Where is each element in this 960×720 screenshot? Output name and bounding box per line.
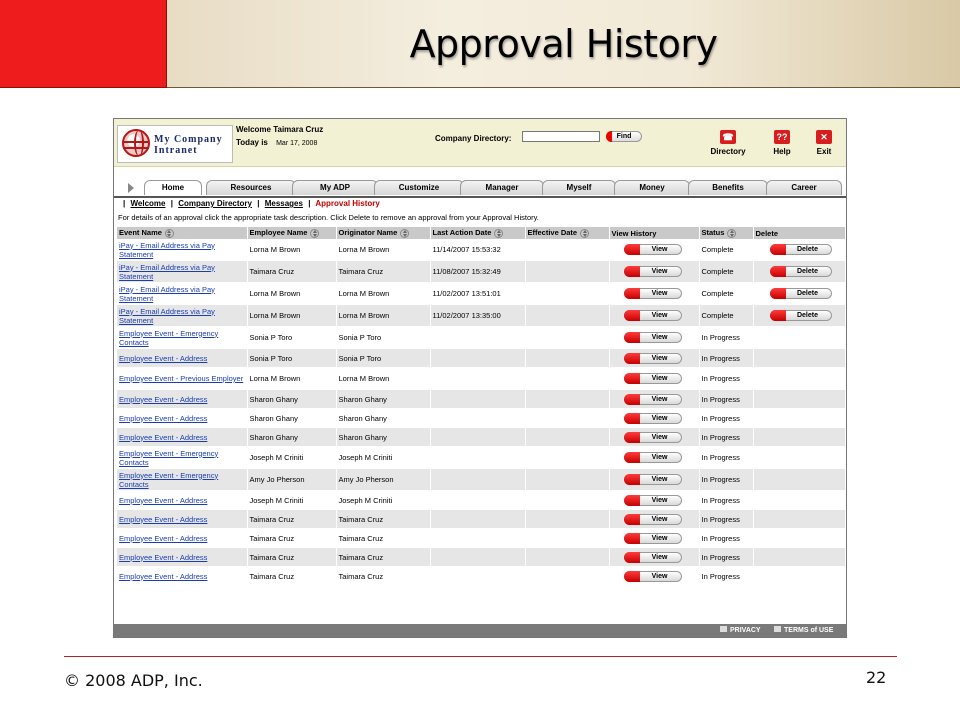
cell-originator: Sonia P Toro <box>336 349 430 368</box>
slide-title: Approval History <box>409 22 718 66</box>
cell-employee: Taimara Cruz <box>247 510 336 529</box>
col-view-history: View History <box>609 227 699 239</box>
event-link[interactable]: Employee Event - Emergency Contacts <box>119 448 219 467</box>
cell-delete <box>753 409 845 428</box>
cell-event <box>117 469 247 491</box>
cell-status: Complete <box>699 283 753 305</box>
cell-status: In Progress <box>699 548 753 567</box>
event-link[interactable]: Employee Event - Address <box>119 495 208 505</box>
event-link[interactable]: iPay - Email Address via Pay Statement <box>119 240 215 259</box>
cell-effective <box>525 283 609 305</box>
view-button[interactable]: View <box>624 533 682 544</box>
logo-line2: Intranet <box>154 145 198 156</box>
phone-icon: ☎ <box>720 130 736 144</box>
cell-originator: Joseph M Criniti <box>336 491 430 510</box>
cell-last-action <box>430 349 525 368</box>
company-logo[interactable] <box>117 125 233 163</box>
exit-tool[interactable] <box>809 130 839 156</box>
table-header-row <box>117 227 845 239</box>
find-button[interactable]: Find <box>606 131 642 142</box>
table-row <box>117 305 845 327</box>
event-link[interactable]: Employee Event - Address <box>119 353 208 363</box>
col-last-action-date[interactable]: Last Action Date <box>430 227 525 239</box>
view-button[interactable]: View <box>624 413 682 424</box>
cell-originator: Amy Jo Pherson <box>336 469 430 491</box>
cell-last-action: 11/02/2007 13:51:01 <box>430 283 525 305</box>
cell-last-action <box>430 409 525 428</box>
cell-last-action <box>430 428 525 447</box>
event-link[interactable]: Employee Event - Address <box>119 394 208 404</box>
cell-employee: Taimara Cruz <box>247 548 336 567</box>
cell-effective <box>525 368 609 390</box>
event-link[interactable]: Employee Event - Address <box>119 552 208 562</box>
cell-view-history <box>609 305 699 327</box>
cell-event <box>117 349 247 368</box>
col-originator-name[interactable]: Originator Name <box>336 227 430 239</box>
copyright-text: © 2008 ADP, Inc. <box>64 671 203 690</box>
cell-originator: Taimara Cruz <box>336 510 430 529</box>
delete-button[interactable]: Delete <box>770 266 832 277</box>
cell-last-action <box>430 469 525 491</box>
cell-originator: Joseph M Criniti <box>336 447 430 469</box>
arrow-icon <box>720 626 727 632</box>
sort-icon[interactable] <box>727 229 736 238</box>
cell-originator: Lorna M Brown <box>336 368 430 390</box>
cell-originator: Lorna M Brown <box>336 283 430 305</box>
delete-button[interactable]: Delete <box>770 310 832 321</box>
col-status[interactable]: Status <box>699 227 753 239</box>
col-event-name[interactable]: Event Name <box>117 227 247 239</box>
cell-last-action <box>430 567 525 586</box>
view-button[interactable]: View <box>624 332 682 343</box>
view-button[interactable]: View <box>624 244 682 255</box>
view-button[interactable]: View <box>624 394 682 405</box>
crumb-welcome[interactable]: Welcome <box>130 199 166 208</box>
table-row <box>117 491 845 510</box>
cell-status: In Progress <box>699 447 753 469</box>
exit-tool-label: Exit <box>816 147 832 156</box>
cell-originator: Taimara Cruz <box>336 567 430 586</box>
cell-originator: Taimara Cruz <box>336 261 430 283</box>
cell-view-history <box>609 510 699 529</box>
crumb-company-directory[interactable]: Company Directory <box>178 199 252 208</box>
cell-view-history <box>609 469 699 491</box>
table-row <box>117 239 845 261</box>
event-link[interactable]: iPay - Email Address via Pay Statement <box>119 262 215 281</box>
cell-employee: Joseph M Criniti <box>247 491 336 510</box>
cell-employee: Lorna M Brown <box>247 239 336 261</box>
cell-delete <box>753 390 845 409</box>
tab-resources[interactable]: Resources <box>206 180 296 195</box>
cell-view-history <box>609 368 699 390</box>
delete-button[interactable]: Delete <box>770 288 832 299</box>
cell-status: In Progress <box>699 368 753 390</box>
view-button[interactable]: View <box>624 432 682 443</box>
table-row <box>117 283 845 305</box>
cell-effective <box>525 469 609 491</box>
cell-status: In Progress <box>699 390 753 409</box>
col-employee-name[interactable]: Employee Name <box>247 227 336 239</box>
table-row <box>117 261 845 283</box>
cell-effective <box>525 409 609 428</box>
cell-event <box>117 510 247 529</box>
col-effective-date[interactable]: Effective Date <box>525 227 609 239</box>
breadcrumb: | Welcome | Company Directory | Messages | Approval History <box>123 199 380 208</box>
cell-last-action <box>430 548 525 567</box>
table-row <box>117 327 845 349</box>
cell-event <box>117 428 247 447</box>
cell-originator: Lorna M Brown <box>336 305 430 327</box>
table-row <box>117 390 845 409</box>
cell-delete <box>753 491 845 510</box>
company-directory-input[interactable] <box>522 131 600 142</box>
cell-last-action: 11/02/2007 13:35:00 <box>430 305 525 327</box>
table-row <box>117 469 845 491</box>
view-button[interactable]: View <box>624 514 682 525</box>
tab-manager[interactable]: Manager <box>460 180 544 195</box>
cell-delete <box>753 428 845 447</box>
delete-button[interactable]: Delete <box>770 244 832 255</box>
cell-originator: Sharon Ghany <box>336 428 430 447</box>
cell-effective <box>525 305 609 327</box>
cell-status: Complete <box>699 305 753 327</box>
approval-history-table <box>117 227 846 586</box>
cell-delete <box>753 510 845 529</box>
cell-effective <box>525 261 609 283</box>
cell-delete <box>753 567 845 586</box>
cell-view-history <box>609 428 699 447</box>
cell-delete <box>753 548 845 567</box>
cell-last-action <box>430 327 525 349</box>
cell-effective <box>525 327 609 349</box>
view-button[interactable]: View <box>624 474 682 485</box>
cell-effective <box>525 529 609 548</box>
cell-employee: Taimara Cruz <box>247 529 336 548</box>
sort-icon[interactable] <box>494 229 503 238</box>
cell-employee: Joseph M Criniti <box>247 447 336 469</box>
tab-scroll-left-icon[interactable] <box>128 183 134 193</box>
sort-icon[interactable] <box>400 229 409 238</box>
cell-originator: Taimara Cruz <box>336 529 430 548</box>
cell-last-action <box>430 491 525 510</box>
intranet-window <box>113 118 847 638</box>
cell-status: In Progress <box>699 349 753 368</box>
cell-employee: Sonia P Toro <box>247 327 336 349</box>
event-link[interactable]: Employee Event - Emergency Contacts <box>119 470 219 489</box>
arrow-icon <box>774 626 781 632</box>
col-delete: Delete <box>753 227 845 239</box>
cell-delete <box>753 283 845 305</box>
tab-career[interactable]: Career <box>766 180 842 195</box>
cell-event <box>117 368 247 390</box>
red-corner-block <box>0 0 167 88</box>
cell-view-history <box>609 390 699 409</box>
directory-tool[interactable] <box>708 130 748 156</box>
welcome-text: Welcome Taimara Cruz <box>236 125 324 134</box>
app-topbar <box>114 119 846 167</box>
cell-delete <box>753 305 845 327</box>
cell-delete <box>753 529 845 548</box>
cell-status: In Progress <box>699 529 753 548</box>
sort-icon[interactable] <box>310 229 319 238</box>
cell-view-history <box>609 239 699 261</box>
sort-icon[interactable] <box>165 229 174 238</box>
cell-employee: Sonia P Toro <box>247 349 336 368</box>
cell-last-action: 11/14/2007 15:53:32 <box>430 239 525 261</box>
cell-effective <box>525 447 609 469</box>
company-directory-label: Company Directory: <box>435 134 512 143</box>
privacy-link[interactable]: PRIVACY <box>720 626 761 634</box>
cell-event <box>117 447 247 469</box>
event-link[interactable]: Employee Event - Address <box>119 571 208 581</box>
cell-last-action <box>430 447 525 469</box>
question-icon: ?? <box>774 130 790 144</box>
event-link[interactable]: iPay - Email Address via Pay Statement <box>119 284 215 303</box>
event-link[interactable]: Employee Event - Address <box>119 514 208 524</box>
tab-money[interactable]: Money <box>614 180 690 195</box>
globe-icon <box>122 129 150 157</box>
table-body <box>117 239 845 586</box>
event-link[interactable]: Employee Event - Previous Employer <box>119 374 244 383</box>
cell-last-action <box>430 390 525 409</box>
cell-originator: Sonia P Toro <box>336 327 430 349</box>
cell-employee: Sharon Ghany <box>247 390 336 409</box>
tab-myself[interactable]: Myself <box>542 180 616 195</box>
cell-view-history <box>609 567 699 586</box>
cell-status: In Progress <box>699 327 753 349</box>
footer-divider <box>64 656 897 657</box>
close-icon: ✕ <box>816 130 832 144</box>
event-link[interactable]: Employee Event - Address <box>119 413 208 423</box>
cell-effective <box>525 428 609 447</box>
cell-view-history <box>609 349 699 368</box>
view-button[interactable]: View <box>624 373 682 384</box>
directory-tool-label: Directory <box>710 147 746 156</box>
table-row <box>117 548 845 567</box>
cell-effective <box>525 390 609 409</box>
view-button[interactable]: View <box>624 310 682 321</box>
slide-header <box>167 0 960 88</box>
cell-employee: Lorna M Brown <box>247 368 336 390</box>
view-button[interactable]: View <box>624 353 682 364</box>
cell-delete <box>753 327 845 349</box>
help-tool-label: Help <box>773 147 791 156</box>
main-tabs <box>114 180 846 198</box>
cell-event <box>117 409 247 428</box>
cell-effective <box>525 491 609 510</box>
help-tool[interactable] <box>767 130 797 156</box>
cell-view-history <box>609 491 699 510</box>
cell-event <box>117 529 247 548</box>
cell-event <box>117 491 247 510</box>
cell-effective <box>525 548 609 567</box>
today-date: Mar 17, 2008 <box>276 140 318 147</box>
cell-status: In Progress <box>699 510 753 529</box>
event-link[interactable]: Employee Event - Emergency Contacts <box>119 328 219 347</box>
cell-status: In Progress <box>699 469 753 491</box>
cell-status: In Progress <box>699 409 753 428</box>
cell-status: Complete <box>699 239 753 261</box>
event-link[interactable]: Employee Event - Address <box>119 533 208 543</box>
cell-last-action <box>430 368 525 390</box>
cell-effective <box>525 239 609 261</box>
table-row <box>117 510 845 529</box>
cell-employee: Sharon Ghany <box>247 428 336 447</box>
cell-delete <box>753 349 845 368</box>
cell-delete <box>753 469 845 491</box>
cell-event <box>117 567 247 586</box>
cell-originator: Sharon Ghany <box>336 409 430 428</box>
crumb-approval-history: Approval History <box>315 199 380 208</box>
cell-view-history <box>609 529 699 548</box>
cell-employee: Lorna M Brown <box>247 283 336 305</box>
table-row <box>117 529 845 548</box>
cell-effective <box>525 567 609 586</box>
cell-event <box>117 305 247 327</box>
cell-effective <box>525 510 609 529</box>
cell-view-history <box>609 327 699 349</box>
cell-delete <box>753 368 845 390</box>
cell-last-action <box>430 510 525 529</box>
table-row <box>117 349 845 368</box>
cell-status: In Progress <box>699 567 753 586</box>
tab-customize[interactable]: Customize <box>374 180 464 195</box>
view-button[interactable]: View <box>624 571 682 582</box>
cell-status: Complete <box>699 261 753 283</box>
cell-event <box>117 283 247 305</box>
cell-event <box>117 390 247 409</box>
view-button[interactable]: View <box>624 452 682 463</box>
cell-view-history <box>609 261 699 283</box>
cell-employee: Taimara Cruz <box>247 261 336 283</box>
app-footer <box>114 624 846 637</box>
cell-view-history <box>609 283 699 305</box>
cell-status: In Progress <box>699 428 753 447</box>
event-link[interactable]: Employee Event - Address <box>119 432 208 442</box>
cell-delete <box>753 261 845 283</box>
tab-my-adp[interactable]: My ADP <box>292 180 378 195</box>
table-row <box>117 409 845 428</box>
view-button[interactable]: View <box>624 552 682 563</box>
cell-employee: Sharon Ghany <box>247 409 336 428</box>
cell-employee: Amy Jo Pherson <box>247 469 336 491</box>
today-text <box>236 138 317 147</box>
cell-event <box>117 548 247 567</box>
view-button[interactable]: View <box>624 495 682 506</box>
cell-effective <box>525 349 609 368</box>
cell-employee: Taimara Cruz <box>247 567 336 586</box>
sort-icon[interactable] <box>580 229 589 238</box>
tab-benefits[interactable]: Benefits <box>688 180 768 195</box>
table-row <box>117 368 845 390</box>
cell-event <box>117 261 247 283</box>
cell-view-history <box>609 409 699 428</box>
table-row <box>117 567 845 586</box>
cell-originator: Taimara Cruz <box>336 548 430 567</box>
cell-event <box>117 239 247 261</box>
instructions-text: For details of an approval click the appropriate task description. Click Delete to remove an approval from your Approval History. <box>118 213 539 222</box>
cell-employee: Lorna M Brown <box>247 305 336 327</box>
event-link[interactable]: iPay - Email Address via Pay Statement <box>119 306 215 325</box>
page-number: 22 <box>866 668 887 687</box>
cell-delete <box>753 447 845 469</box>
cell-view-history <box>609 548 699 567</box>
cell-originator: Lorna M Brown <box>336 239 430 261</box>
crumb-messages[interactable]: Messages <box>264 199 303 208</box>
cell-view-history <box>609 447 699 469</box>
cell-status: In Progress <box>699 491 753 510</box>
terms-link[interactable]: TERMS of USE <box>774 626 833 634</box>
view-button[interactable]: View <box>624 266 682 277</box>
cell-last-action: 11/08/2007 15:32:49 <box>430 261 525 283</box>
cell-delete <box>753 239 845 261</box>
cell-last-action <box>430 529 525 548</box>
cell-event <box>117 327 247 349</box>
cell-originator: Sharon Ghany <box>336 390 430 409</box>
tab-home[interactable]: Home <box>144 180 202 195</box>
view-button[interactable]: View <box>624 288 682 299</box>
logo-line1: My Company <box>154 134 223 145</box>
today-label: Today is <box>236 138 268 147</box>
table-row <box>117 428 845 447</box>
table-row <box>117 447 845 469</box>
